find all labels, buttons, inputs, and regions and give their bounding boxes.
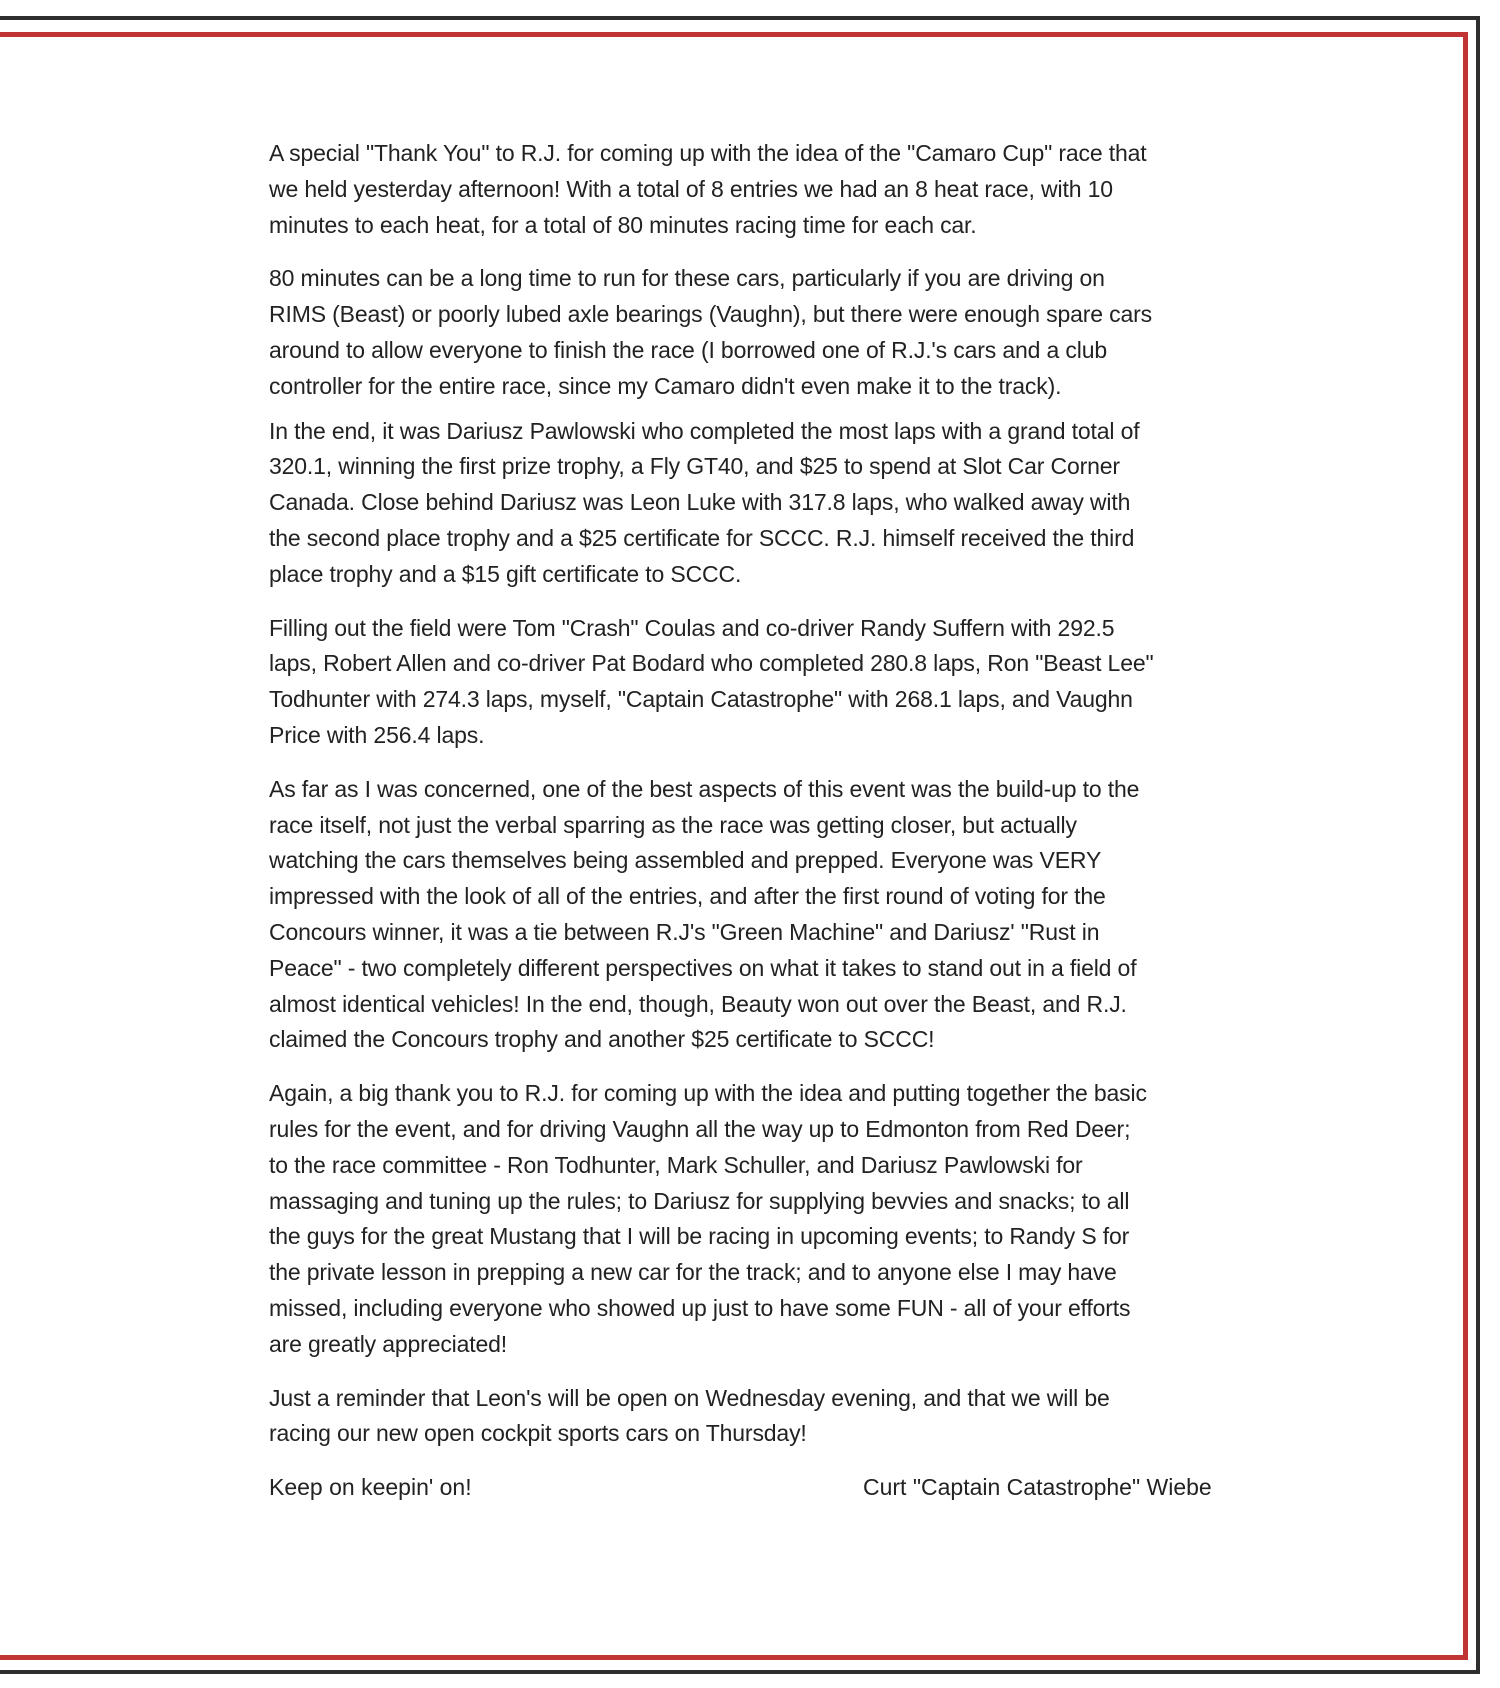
text-line: Peace" - two completely different perspectives on what it takes to stand out in a field of [269, 954, 1137, 981]
paragraph [269, 611, 1329, 754]
text-line: place trophy and a $15 gift certificate to SCCC. [269, 560, 742, 587]
text-line: 80 minutes can be a long time to run for these cars, particularly if you are driving on [269, 265, 1105, 292]
text-line: Concours winner, it was a tie between R.J's "Green Machine" and Dariusz' "Rust in [269, 918, 1100, 945]
text-line: around to allow everyone to finish the race (I borrowed one of R.J.'s cars and a club [269, 336, 1107, 363]
text-line: the second place trophy and a $25 certificate for SCCC. R.J. himself received the third [269, 524, 1135, 551]
closing-text: Keep on keepin' on! [269, 1474, 472, 1501]
text-line: In the end, it was Dariusz Pawlowski who completed the most laps with a grand total of [269, 417, 1140, 444]
text-line: Todhunter with 274.3 laps, myself, "Captain Catastrophe" with 268.1 laps, and Vaughn [269, 686, 1133, 713]
text-line: are greatly appreciated! [269, 1330, 508, 1357]
text-line: Canada. Close behind Dariusz was Leon Luke with 317.8 laps, who walked away with [269, 489, 1131, 516]
paragraphs [269, 136, 1329, 1452]
text-line: Price with 256.4 laps. [269, 721, 485, 748]
text-line: racing our new open cockpit sports cars on Thursday! [269, 1420, 807, 1447]
paragraph [269, 136, 1329, 243]
text-line: minutes to each heat, for a total of 80 minutes racing time for each car. [269, 211, 977, 238]
text-line: we held yesterday afternoon! With a total of 8 entries we had an 8 heat race, with 10 [269, 175, 1113, 202]
text-line: missed, including everyone who showed up just to have some FUN - all of your efforts [269, 1294, 1131, 1321]
text-line: controller for the entire race, since my Camaro didn't even make it to the track). [269, 372, 1062, 399]
text-line: claimed the Concours trophy and another $25 certificate to SCCC! [269, 1026, 935, 1053]
text-line: rules for the event, and for driving Vaughn all the way up to Edmonton from Red Deer; [269, 1115, 1131, 1142]
text-line: Filling out the field were Tom "Crash" Coulas and co-driver Randy Suffern with 292.5 [269, 614, 1115, 641]
text-line: the guys for the great Mustang that I will be racing in upcoming events; to Randy S for [269, 1223, 1130, 1250]
text-line: massaging and tuning up the rules; to Dariusz for supplying bevvies and snacks; to all [269, 1187, 1130, 1214]
letter-body [269, 136, 1329, 1506]
paragraph [269, 261, 1329, 404]
text-line: As far as I was concerned, one of the best aspects of this event was the build-up to the [269, 775, 1140, 802]
text-line: the private lesson in prepping a new car for the track; and to anyone else I may have [269, 1259, 1117, 1286]
signoff-row [269, 1470, 1329, 1506]
paragraph [269, 772, 1329, 1058]
text-line: watching the cars themselves being assembled and prepped. Everyone was VERY [269, 847, 1102, 874]
paragraph [269, 1381, 1329, 1453]
text-line: RIMS (Beast) or poorly lubed axle bearings (Vaughn), but there were enough spare cars [269, 301, 1153, 328]
paragraph [269, 414, 1329, 593]
text-line: A special "Thank You" to R.J. for coming up with the idea of the "Camaro Cup" race that [269, 140, 1147, 166]
text-line: impressed with the look of all of the entries, and after the first round of voting for the [269, 883, 1106, 910]
text-line: to the race committee - Ron Todhunter, Mark Schuller, and Dariusz Pawlowski for [269, 1151, 1083, 1178]
text-line: race itself, not just the verbal sparring as the race was getting closer, but actually [269, 811, 1077, 838]
paragraph [269, 1076, 1329, 1362]
text-line: 320.1, winning the first prize trophy, a Fly GT40, and $25 to spend at Slot Car Corner [269, 453, 1120, 480]
text-line: almost identical vehicles! In the end, though, Beauty won out over the Beast, and R.J. [269, 990, 1127, 1017]
text-line: Again, a big thank you to R.J. for coming up with the idea and putting together the basic [269, 1080, 1147, 1107]
text-line: laps, Robert Allen and co-driver Pat Bodard who completed 280.8 laps, Ron "Beast Lee" [269, 650, 1154, 677]
text-line: Just a reminder that Leon's will be open on Wednesday evening, and that we will be [269, 1384, 1110, 1411]
signature-text: Curt "Captain Catastrophe" Wiebe [863, 1474, 1212, 1501]
